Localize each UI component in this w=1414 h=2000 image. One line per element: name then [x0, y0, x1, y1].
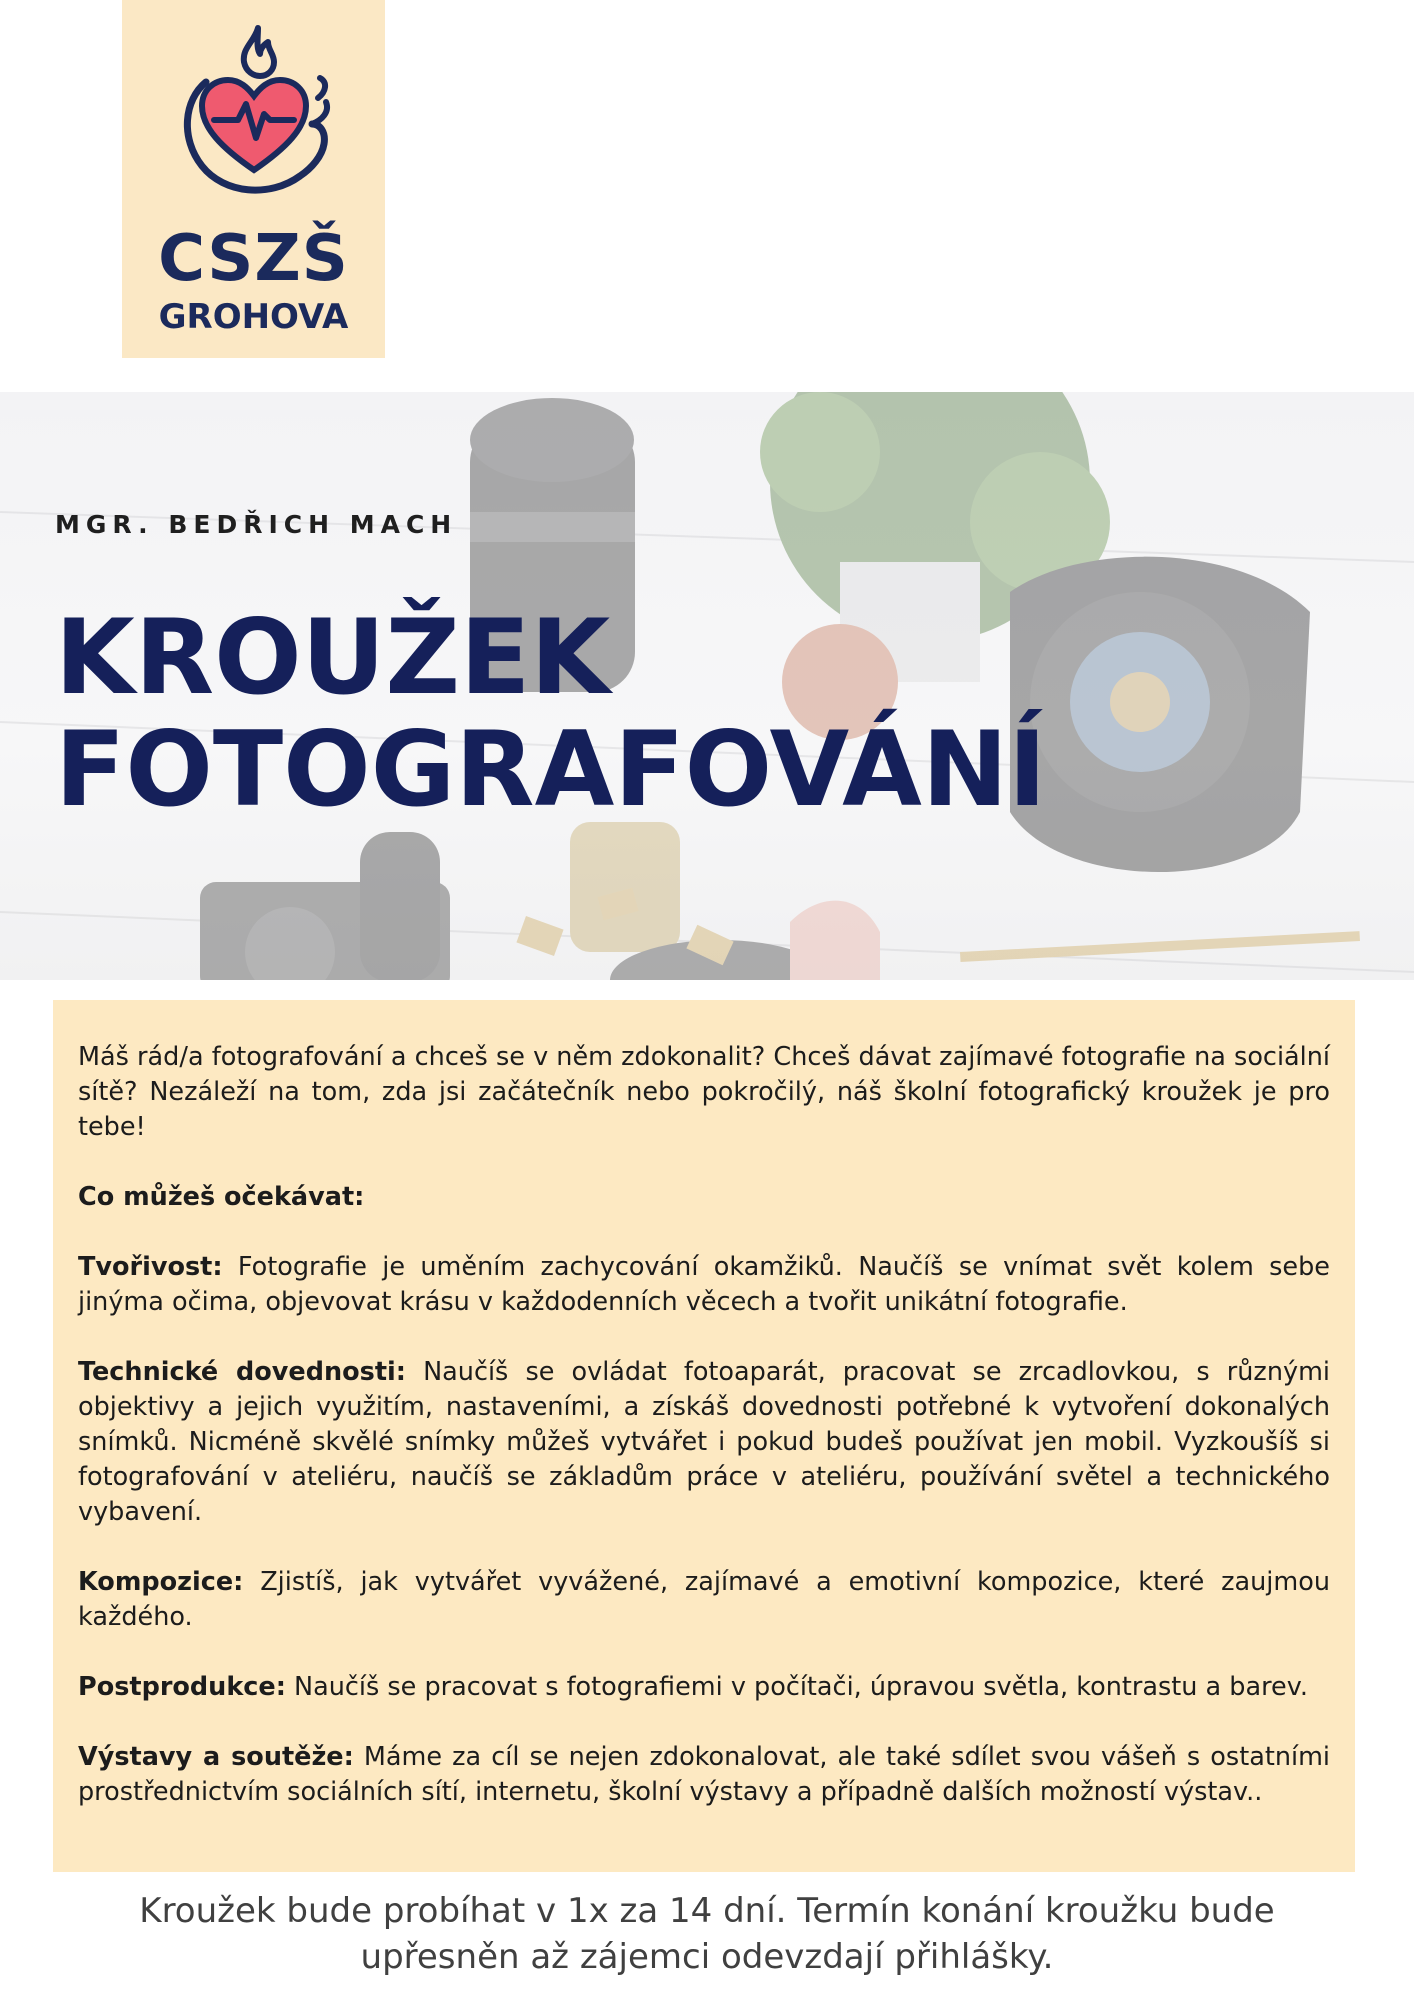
item-text: Fotografie je uměním zachycování okamžiků. Naučíš se vnímat svět kolem sebe jinýma očima, objevovat krásu v každodenních věcech a tvořit unikátní fotografie.: [78, 1252, 1330, 1317]
panel-content: [78, 1040, 1330, 1845]
footer-note: Kroužek bude probíhat v 1x za 14 dní. Termín konání kroužku bude upřesněn až zájemci odevzdají přihlášky.: [139, 1891, 1275, 1977]
item-text: Naučíš se pracovat s fotografiemi v počítači, úpravou světla, kontrastu a barev.: [285, 1672, 1308, 1702]
item-postproduction: [78, 1670, 1330, 1705]
logo-text-cszs: CSZŠ: [158, 222, 349, 296]
item-label: Tvořivost:: [78, 1252, 223, 1282]
hero-banner: [0, 392, 1414, 980]
logo-text-grohova: GROHOVA: [158, 297, 349, 337]
item-exhibitions: [78, 1740, 1330, 1810]
page-title: [55, 598, 1047, 830]
title-line-2: FOTOGRAFOVÁNÍ: [55, 710, 1047, 830]
title-line-1: KROUŽEK: [55, 598, 611, 718]
info-panel: [53, 1000, 1355, 1872]
item-label: Kompozice:: [78, 1567, 244, 1597]
expect-heading: Co můžeš očekávat:: [78, 1182, 365, 1212]
item-label: Postprodukce:: [78, 1672, 286, 1702]
school-logo: [122, 0, 385, 358]
item-technical-skills: [78, 1355, 1330, 1530]
author-name: MGR. BEDŘICH MACH: [55, 510, 458, 539]
item-label: Technické dovednosti:: [78, 1357, 406, 1387]
item-text: Máme za cíl se nejen zdokonalovat, ale také sdílet svou vášeň s ostatními prostřednictvím sociálních sítí, internetu, školní výstavy a případně dalších možností výstav..: [78, 1742, 1330, 1807]
item-text: Zjistíš, jak vytvářet vyvážené, zajímavé a emotivní kompozice, které zaujmou každého.: [78, 1567, 1330, 1632]
item-label: Výstavy a soutěže:: [78, 1742, 354, 1772]
heart-hand-flame-icon: [162, 20, 342, 220]
intro-paragraph: Máš rád/a fotografování a chceš se v něm zdokonalit? Chceš dávat zajímavé fotografie na sociální sítě? Nezáleží na tom, zda jsi začátečník nebo pokročilý, náš školní fotografický kroužek je pro tebe!: [78, 1042, 1330, 1142]
item-text: Naučíš se ovládat fotoaparát, pracovat se zrcadlovkou, s různými objektivy a jejich využitím, nastaveními, a získáš dovednosti potřebné k vytvoření dokonalých snímků. Nicméně skvělé snímky můžeš vytvářet i pokud budeš používat jen mobil. Vyzkoušíš si fotografování v ateliéru, naučíš se základům práce v ateliéru, používání světel a technického vybavení.: [78, 1357, 1330, 1527]
item-composition: [78, 1565, 1330, 1635]
item-creativity: [78, 1250, 1330, 1320]
